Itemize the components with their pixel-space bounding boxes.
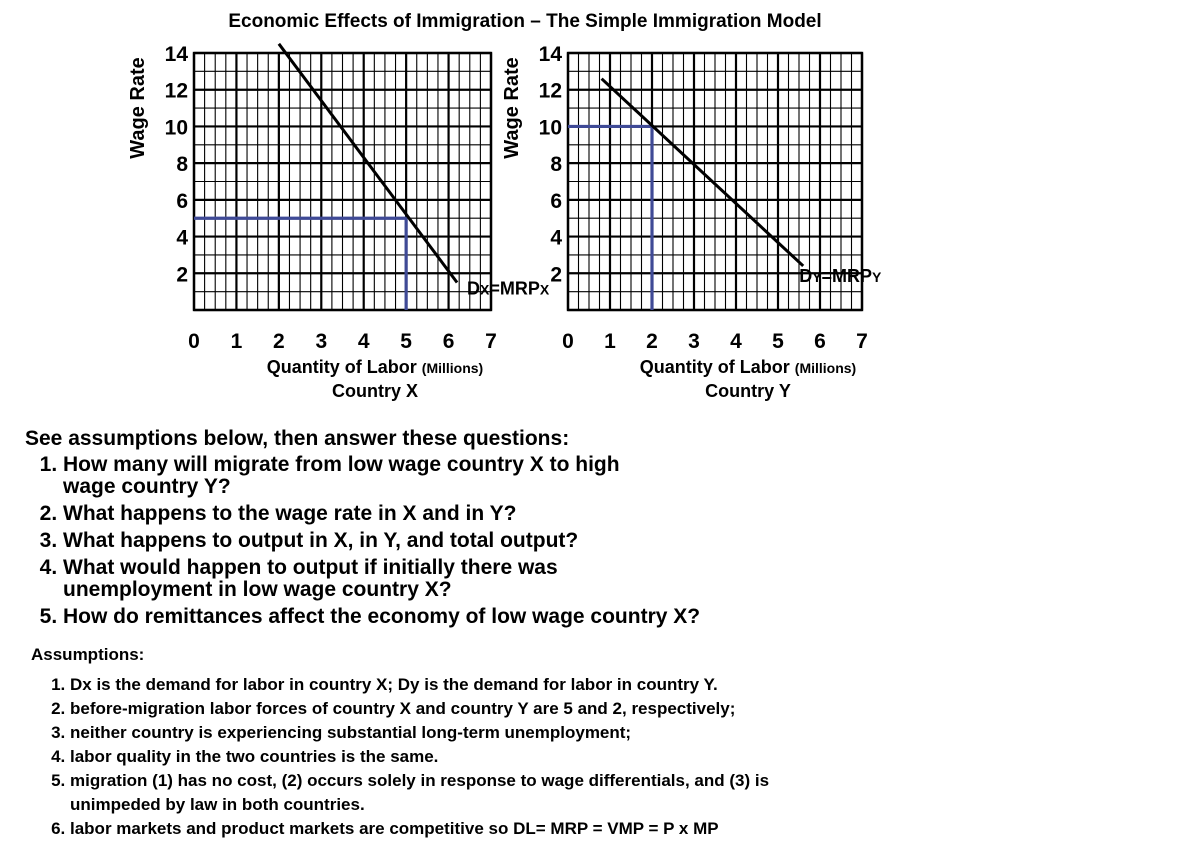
- x-tick-label: 6: [442, 330, 455, 353]
- y-tick-label: 2: [176, 263, 188, 287]
- assumptions-block: [31, 645, 850, 841]
- questions-list: [25, 454, 700, 628]
- x-tick-label: 0: [188, 330, 200, 353]
- x-tick-label: 3: [688, 330, 700, 353]
- demand-curve: [602, 79, 804, 266]
- assumption-item: 2. before-migration labor forces of country X and country Y are 5 and 2, respectively;: [70, 697, 850, 721]
- demand-curve-label: DY=MRPY: [799, 265, 882, 286]
- page-title: Economic Effects of Immigration – The Simple Immigration Model: [228, 11, 822, 32]
- assumption-item: 5. migration (1) has no cost, (2) occurs solely in response to wage differentials, and (3) is unimpeded by law in both countries.: [70, 769, 850, 817]
- x-tick-label: 2: [273, 330, 285, 353]
- assumption-item: 1. Dx is the demand for labor in country X; Dy is the demand for labor in country Y.: [70, 673, 850, 697]
- x-tick-label: 4: [730, 330, 742, 353]
- y-tick-label: 10: [164, 116, 188, 140]
- country-label: Country X: [331, 381, 418, 401]
- y-tick-label: 4: [176, 226, 188, 250]
- y-tick-label: 10: [538, 116, 562, 140]
- y-tick-label: 8: [176, 153, 188, 177]
- y-tick-label: 8: [550, 153, 562, 177]
- x-axis-label: Quantity of Labor: [639, 357, 790, 377]
- x-axis-caption-x: [225, 356, 525, 403]
- x-tick-label: 3: [315, 330, 328, 353]
- question-item: 4. What would happen to output if initially there was unemployment in low wage country X?: [63, 557, 623, 601]
- y-tick-label: 4: [550, 226, 562, 250]
- y-tick-label: 14: [164, 43, 188, 66]
- y-tick-label: 12: [164, 79, 188, 103]
- y-tick-label: 14: [538, 43, 562, 66]
- assumption-item: 6. labor markets and product markets are competitive so DL= MRP = VMP = P x MP: [70, 817, 850, 841]
- question-item: 3. What happens to output in X, in Y, and total output?: [63, 530, 700, 552]
- questions-block: [25, 427, 700, 633]
- x-tick-label: 0: [562, 330, 574, 353]
- x-tick-label: 6: [814, 330, 826, 353]
- assumptions-title: Assumptions:: [31, 645, 145, 664]
- y-tick-label: 2: [550, 263, 562, 287]
- x-tick-label: 1: [230, 330, 243, 353]
- x-tick-label: 5: [772, 330, 784, 353]
- question-item: 2. What happens to the wage rate in X and in Y?: [63, 503, 700, 525]
- x-tick-label: 1: [604, 330, 616, 353]
- x-axis-unit: (Millions): [794, 360, 857, 376]
- y-tick-label: 6: [550, 189, 562, 213]
- x-axis-unit: (Millions): [421, 360, 484, 376]
- x-tick-label: 7: [485, 330, 497, 353]
- x-tick-label: 2: [646, 330, 658, 353]
- assumptions-list: [31, 673, 850, 841]
- x-axis-label: Quantity of Labor: [266, 357, 417, 377]
- x-tick-label: 7: [856, 330, 868, 353]
- x-tick-label: 5: [400, 330, 412, 353]
- country-label: Country Y: [705, 381, 791, 401]
- y-axis-label: Wage Rate: [127, 57, 149, 159]
- questions-intro: See assumptions below, then answer these questions:: [25, 427, 570, 450]
- assumption-item: 4. labor quality in the two countries is the same.: [70, 745, 850, 769]
- chart-country-y: [0, 0, 1000, 353]
- y-tick-label: 6: [176, 189, 188, 213]
- x-axis-caption-y: [598, 356, 898, 403]
- question-item: 1. How many will migrate from low wage country X to high wage country Y?: [63, 454, 623, 498]
- question-item: 5. How do remittances affect the economy of low wage country X?: [63, 606, 700, 628]
- assumption-item: 3. neither country is experiencing substantial long-term unemployment;: [70, 721, 850, 745]
- x-tick-label: 4: [357, 330, 370, 353]
- y-axis-label: Wage Rate: [501, 57, 523, 159]
- demand-curve-label: DX=MRPX: [467, 278, 550, 299]
- y-tick-label: 12: [538, 79, 562, 103]
